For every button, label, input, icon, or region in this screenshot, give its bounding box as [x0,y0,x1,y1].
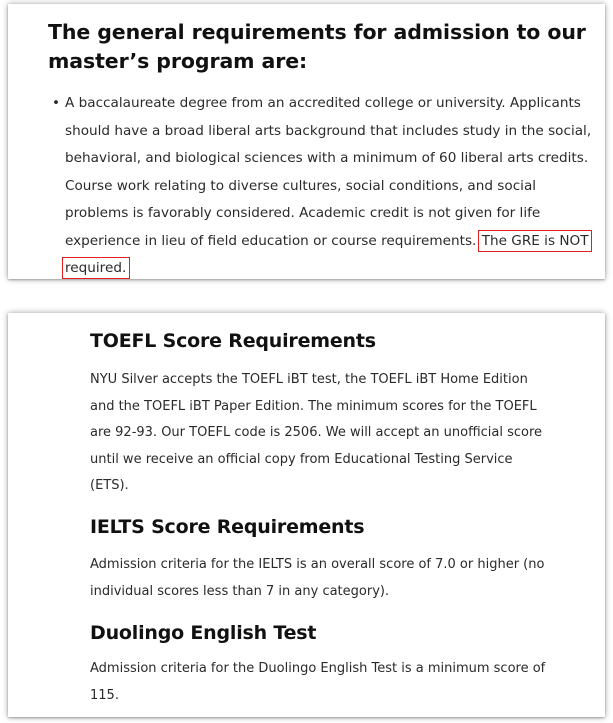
ielts-heading: IELTS Score Requirements [90,516,365,538]
admission-requirements-heading: The general requirements for admission to our master’s program are: [48,20,586,73]
duolingo-heading: Duolingo English Test [90,622,317,644]
ielts-description: Admission criteria for the IELTS is an overall score of 7.0 or higher (no individual scores less than 7 in any category). [90,557,545,599]
toefl-heading: TOEFL Score Requirements [90,330,376,352]
gre-not-required-highlight: The GRE is NOT required. [65,232,589,276]
toefl-description: NYU Silver accepts the TOEFL iBT test, the TOEFL iBT Home Edition and the TOEFL iBT Paper Edition. The minimum scores for the TOEFL are 92-93. Our TOEFL code is 2506. We will accept an unofficial score until we receive an official copy from Educational Testing Service (ETS). [90,372,543,493]
admission-requirements-card [8,4,605,279]
bullet-marker: • [52,95,61,111]
degree-requirement-text: A baccalaureate degree from an accredited college or university. Applicants should have a broad liberal arts background that includes study in the social, behavioral, and biological sciences with a minimum of 60 liberal arts credits. Course work relating to diverse cultures, social conditions, and social problems is favorably considered. Academic credit is not given for life experience in lieu of field education or course requirements. [65,95,592,249]
english-test-requirements-card [8,313,605,717]
duolingo-description: Admission criteria for the Duolingo English Test is a minimum score of 115. [90,661,546,703]
requirements-list [52,90,592,283]
list-item [52,90,592,283]
